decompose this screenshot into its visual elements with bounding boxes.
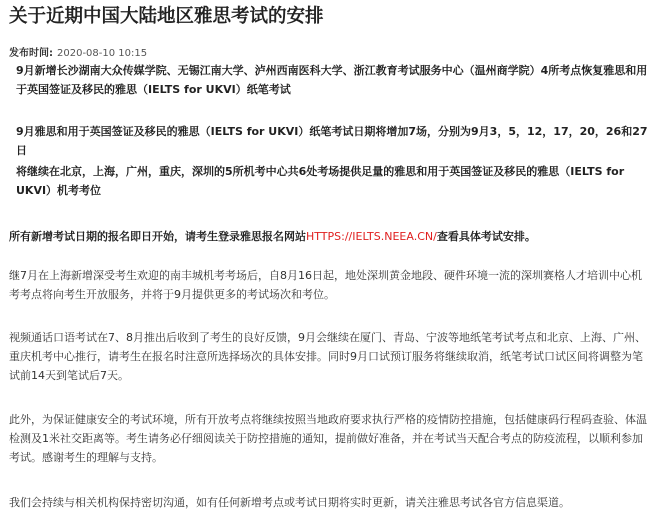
paragraph-new-venues: 9月新增长沙湖南大众传媒学院、无锡江南大学、泸州西南医科大学、浙江教育考试服务中心（温州商学院）4所考点恢复雅思和用于英国签证及移民的雅思（IELTS for UKVI）纸笔考试: [16, 64, 648, 96]
registration-link[interactable]: HTTPS://IELTS.NEEA.CN/: [306, 230, 437, 243]
paragraph-closing: 我们会持续与相关机构保持密切沟通，如有任何新增考点或考试日期将实时更新，请关注雅思考试各官方信息渠道。: [9, 496, 570, 509]
paragraph-health-safety: 此外，为保证健康安全的考试环境，所有开放考点将继续按照当地政府要求执行严格的疫情防控措施，包括健康码行程码查验、体温检测及1米社交距离等。考生请务必仔细阅读关于防控措施的通知，提前做好准备，并在考试当天配合考点的防疫流程，以顺利参加考试。感谢考生的理解与支持。: [9, 413, 647, 464]
registration-text-end: 查看具体考试安排。: [436, 230, 536, 243]
registration-text: 所有新增考试日期的报名即日开始，请考生登录雅思报名网站: [9, 230, 306, 243]
publish-label: 发布时间:: [9, 48, 53, 59]
paragraph-video-speaking: 视频通话口语考试在7、8月推出后收到了考生的良好反馈，9月会继续在厦门、青岛、宁波等地纸笔考试考点和北京、上海、广州、重庆机考中心推行，请考生在报名时注意所选择场次的具体安排。同时9月口试预订服务将继续取消，纸笔考试口试区间将调整为笔试前14天到笔试后7天。: [9, 331, 646, 382]
publish-meta: [9, 44, 147, 59]
article-title: 关于近期中国大陆地区雅思考试的安排: [9, 6, 324, 27]
paragraph-computer-centers: 将继续在北京，上海，广州，重庆，深圳的5所机考中心共6处考场提供足量的雅思和用于英国签证及移民的雅思（IELTS for UKVI）机考考位: [16, 165, 625, 197]
paragraph-added-dates: 9月雅思和用于英国签证及移民的雅思（IELTS for UKVI）纸笔考试日期将增加7场，分别为9月3，5，12，17，20，26和27日: [16, 125, 648, 157]
paragraph-shenzhen-center: 继7月在上海新增深受考生欢迎的南丰城机考考场后，自8月16日起，地处深圳黄金地段、硬件环境一流的深圳赛格人才培训中心机考考点将向考生开放服务，并将于9月提供更多的考试场次和考位。: [9, 269, 642, 301]
paragraph-registration: [9, 227, 651, 246]
publish-time: 2020-08-10 10:15: [57, 48, 148, 59]
